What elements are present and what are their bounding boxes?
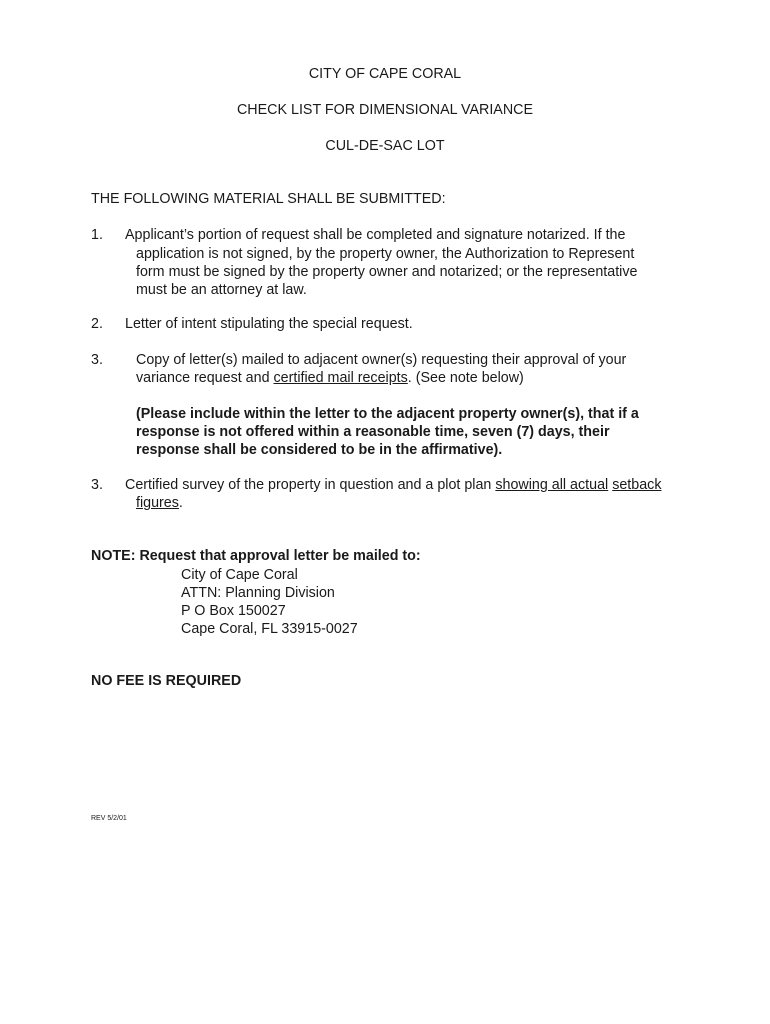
item-4-first-line [125,477,661,493]
item-3-number: 3. [91,352,103,368]
item-1-line: form must be signed by the property owner and notarized; or the representative [136,264,638,280]
item-2-text: Letter of intent stipulating the special request. [125,316,413,332]
note-label: NOTE: Request that approval letter be mailed to: [91,548,421,564]
setback-text: setback [612,477,662,493]
item-1-continuation [136,245,637,299]
adjacent-owner-note [136,405,639,459]
address-line: Cape Coral, FL 33915-0027 [181,621,358,637]
certified-mail-receipts-text: certified mail receipts [273,370,408,386]
item-2-number: 2. [91,316,103,332]
item-4-text: Certified survey of the property in question and a plot plan [125,477,496,493]
showing-all-actual-text: showing all actual [495,477,609,493]
item-4-second-line: figures. [136,495,183,511]
item-3-text: variance request and [136,370,274,386]
city-heading: CITY OF CAPE CORAL [308,66,462,82]
item-3-second-line [136,370,524,386]
figures-text: figures [136,495,179,511]
address-line: P O Box 150027 [181,603,286,619]
item-3-text: . (See note below) [407,370,524,386]
item-3-first-line: Copy of letter(s) mailed to adjacent owner(s) requesting their approval of your [136,352,627,368]
address-line: ATTN: Planning Division [181,585,335,601]
intro-statement: THE FOLLOWING MATERIAL SHALL BE SUBMITTED: [91,191,446,207]
item-1-first-line: Applicant’s portion of request shall be completed and signature notarized. If the [125,227,626,243]
checklist-title: CHECK LIST FOR DIMENSIONAL VARIANCE [236,102,534,118]
fee-statement: NO FEE IS REQUIRED [91,673,242,689]
item-4-number: 3. [91,477,103,493]
item-1-line: must be an attorney at law. [136,282,307,298]
lot-type-heading: CUL-DE-SAC LOT [325,138,445,154]
item-1-line: application is not signed, by the property owner, the Authorization to Represent [136,246,635,262]
mailing-address [181,566,358,638]
bold-note-line: response is not offered within a reasonable time, seven (7) days, their [136,424,610,440]
bold-note-line: response shall be considered to be in the affirmative). [136,442,503,458]
item-1-number: 1. [91,227,103,243]
revision-date: REV 5/2/01 [91,815,127,822]
address-line: City of Cape Coral [181,567,298,583]
bold-note-line: (Please include within the letter to the adjacent property owner(s), that if a [136,406,639,422]
